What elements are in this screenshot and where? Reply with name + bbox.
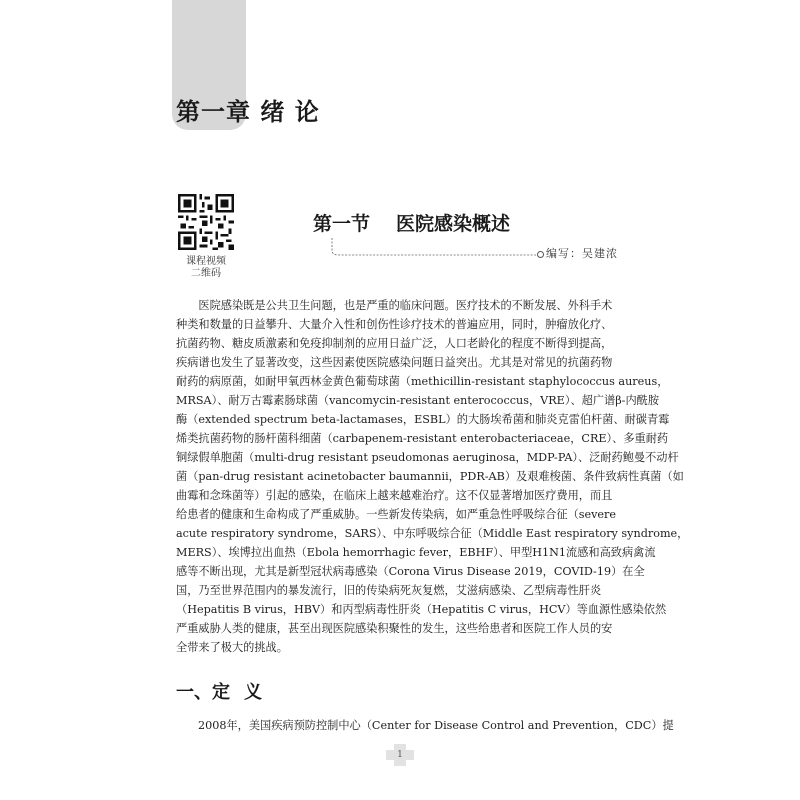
section-title <box>313 209 510 239</box>
body-line: MRSA）、耐万古霉素肠球菌（vancomycin-resistant enterococcus，VRE）、超广谱β-内酰胺 <box>176 394 660 407</box>
body-line: 菌（pan-drug resistant acinetobacter baumannii，PDR-AB）及艰难梭菌、条件致病性真菌（如 <box>176 470 684 483</box>
section-author: 编写：吴建浓 <box>546 247 618 260</box>
heading-char-2: 义 <box>244 682 262 703</box>
body-line: 铜绿假单胞菌（multi-drug resistant pseudomonas aeruginosa，MDP-PA）、泛耐药鲍曼不动杆 <box>176 451 679 464</box>
chapter-title: 第一章 绪 论 <box>176 98 320 126</box>
body-line: 全带来了极大的挑战。 <box>176 641 288 654</box>
body-line: （Hepatitis B virus，HBV）和丙型病毒性肝炎（Hepatitis C virus，HCV）等血源性感染依然 <box>176 603 667 616</box>
body-line: 严重威胁人类的健康，甚至出现医院感染积聚性的发生，这些给患者和医院工作人员的安 <box>176 622 613 635</box>
qr-code-icon <box>178 194 234 250</box>
body-line: 医院感染既是公共卫生问题，也是严重的临床问题。医疗技术的不断发展、外科手术 <box>176 299 613 312</box>
heading-char-1: 定 <box>212 682 230 703</box>
body-line: 给患者的健康和生命构成了严重威胁。一些新发传染病，如严重急性呼吸综合征（severe <box>176 508 617 521</box>
body-line: MERS）、埃博拉出血热（Ebola hemorrhagic fever，EBHF）、甲型H1N1流感和高致病禽流 <box>176 546 656 559</box>
body-line: 烯类抗菌药物的肠杆菌科细菌（carbapenem-resistant enterobacteriaceae，CRE）、多重耐药 <box>176 432 669 445</box>
qr-caption <box>168 256 244 280</box>
heading-number: 一、 <box>176 682 212 703</box>
section-decoration-line <box>330 238 538 262</box>
body-line: 曲霉和念珠菌等）引起的感染，在临床上越来越难治疗。这不仅显著增加医疗费用，而且 <box>176 489 613 502</box>
body-line: 国，乃至世界范围内的暴发流行，旧的传染病死灰复燃，艾滋病感染、乙型病毒性肝炎 <box>176 584 602 597</box>
body-line: 酶（extended spectrum beta-lactamases，ESBL）的大肠埃希菌和肺炎克雷伯杆菌、耐碳青霉 <box>176 413 670 426</box>
section-number: 第一节 <box>313 213 371 235</box>
definition-paragraph-start: 2008年，美国疾病预防控制中心（Center for Disease Control and Prevention，CDC）提 <box>198 719 674 732</box>
body-line: 种类和数量的日益攀升、大量介入性和创伤性诊疗技术的普遍应用，同时，肿瘤放化疗、 <box>176 318 613 331</box>
body-line: 疾病谱也发生了显著改变，这些因素使医院感染问题日益突出。尤其是对常见的抗菌药物 <box>176 356 613 369</box>
body-line: 耐药的病原菌，如耐甲氧西林金黄色葡萄球菌（methicillin-resistant staphylococcus aureus， <box>176 375 669 388</box>
body-line: 抗菌药物、糖皮质激素和免疫抑制剂的应用日益广泛，人口老龄化的程度不断得到提高， <box>176 337 613 350</box>
body-paragraph <box>176 296 689 657</box>
author-bullet-icon <box>537 251 544 258</box>
qr-caption-line1: 课程视频 <box>186 256 226 267</box>
heading-definition <box>176 680 262 706</box>
page-number: 1 <box>397 750 403 760</box>
body-line: acute respiratory syndrome，SARS）、中东呼吸综合征（Middle East respiratory syndrome， <box>176 527 689 540</box>
qr-caption-line2: 二维码 <box>191 268 221 279</box>
body-line: 感等不断出现，尤其是新型冠状病毒感染（Corona Virus Disease 2019，COVID-19）在全 <box>176 565 645 578</box>
section-name: 医院感染概述 <box>396 213 511 235</box>
